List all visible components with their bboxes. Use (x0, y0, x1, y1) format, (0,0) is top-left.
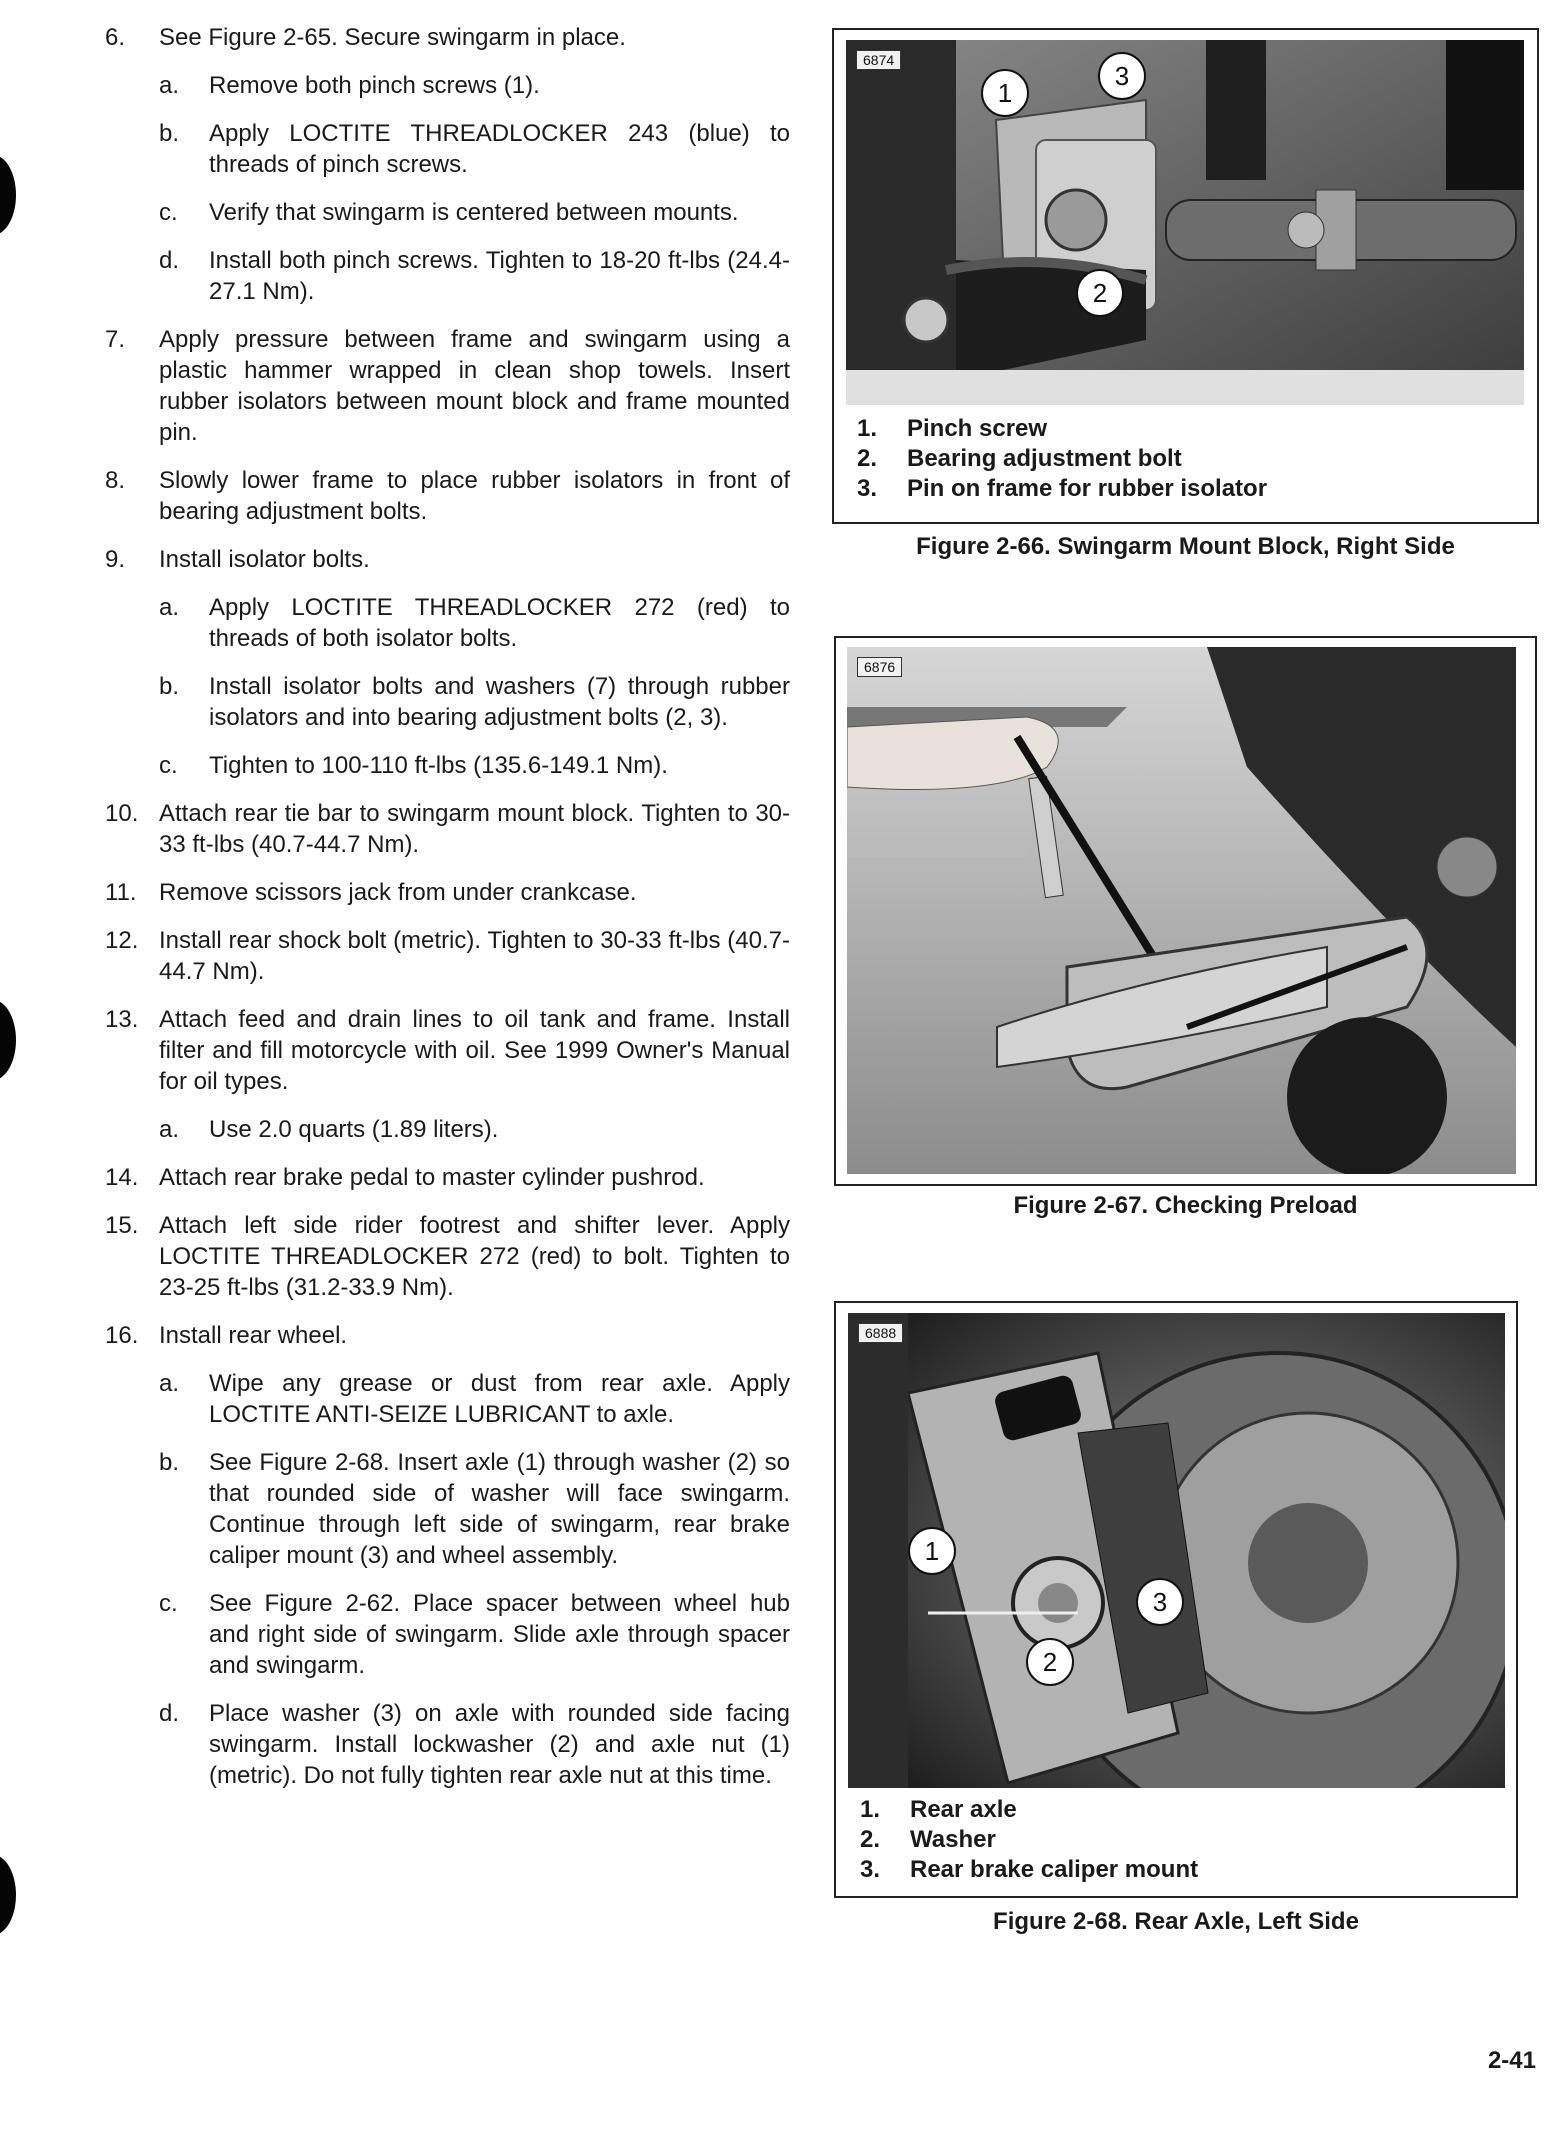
rear-axle-photo (848, 1313, 1505, 1788)
step-text: Install isolator bolts. (159, 546, 370, 573)
step-number: 9. (105, 546, 126, 573)
substep-letter: a. (159, 1370, 180, 1397)
page-number: 2-41 (1487, 2047, 1536, 2074)
callout-1: 1 (908, 1527, 956, 1575)
binder-hole (0, 1855, 16, 1935)
substep-text: Apply LOCTITE THREADLOCKER 272 (red) to threads of both isolator bolts. (209, 594, 790, 652)
step-number: 15. (105, 1212, 139, 1239)
substep-text: Apply LOCTITE THREADLOCKER 243 (blue) to threads of pinch screws. (209, 120, 790, 178)
substep-letter: b. (159, 120, 180, 147)
procedure-substep (105, 118, 790, 180)
legend-text: Bearing adjustment bolt (907, 445, 1182, 472)
legend-number: 3. (860, 1856, 881, 1883)
procedure-step (105, 1210, 790, 1303)
step-text: Attach rear brake pedal to master cylinder pushrod. (159, 1164, 705, 1191)
substep-letter: c. (159, 199, 178, 226)
substep-letter: a. (159, 72, 180, 99)
substep-text: See Figure 2-68. Insert axle (1) through washer (2) so that rounded side of washer will face swingarm. Continue through left side of swingarm, rear brake caliper mount (3) and wheel assembly. (209, 1449, 790, 1569)
figure-2-68-frame (834, 1301, 1518, 1898)
legend-item (860, 1795, 1198, 1825)
substep-text: Use 2.0 quarts (1.89 liters). (209, 1116, 499, 1143)
legend-number: 1. (857, 415, 878, 442)
procedure-substep (105, 1698, 790, 1791)
substep-letter: b. (159, 1449, 180, 1476)
substep-text: Tighten to 100-110 ft-lbs (135.6-149.1 Nm). (209, 752, 668, 779)
procedure-substep (105, 70, 790, 101)
callout-3: 3 (1098, 52, 1146, 100)
substep-letter: b. (159, 673, 180, 700)
photo-id-label: 6874 (856, 50, 901, 70)
step-number: 12. (105, 927, 139, 954)
step-number: 14. (105, 1164, 139, 1191)
step-text: Remove scissors jack from under crankcase. (159, 879, 637, 906)
legend-text: Pinch screw (907, 415, 1048, 442)
figure-2-68-legend (860, 1795, 1198, 1885)
photo-id-label: 6876 (857, 657, 902, 677)
checking-preload-photo (847, 647, 1516, 1174)
legend-text: Pin on frame for rubber isolator (907, 475, 1268, 502)
callout-2: 2 (1076, 269, 1124, 317)
substep-text: Install isolator bolts and washers (7) through rubber isolators and into bearing adjustment bolts (2, 3). (209, 673, 790, 731)
procedure-substep (105, 245, 790, 307)
substep-text: Verify that swingarm is centered between mounts. (209, 199, 739, 226)
step-number: 8. (105, 467, 126, 494)
legend-item (857, 444, 1267, 474)
legend-item (857, 474, 1267, 504)
legend-item (857, 414, 1267, 444)
procedure-substep (105, 1114, 790, 1145)
procedure-step (105, 1004, 790, 1097)
step-number: 16. (105, 1322, 139, 1349)
step-text: Apply pressure between frame and swingarm using a plastic hammer wrapped in clean shop towels. Insert rubber isolators between mount block and frame mounted pin. (159, 326, 790, 446)
procedure-step (105, 324, 790, 448)
substep-letter: d. (159, 247, 180, 274)
procedure-step (105, 544, 790, 575)
step-number: 10. (105, 800, 139, 827)
procedure-step (105, 22, 790, 53)
substep-letter: c. (159, 1590, 178, 1617)
procedure-step (105, 1162, 790, 1193)
step-text: Attach left side rider footrest and shifter lever. Apply LOCTITE THREADLOCKER 272 (red) to bolt. Tighten to 23-25 ft-lbs (31.2-33.9 Nm). (159, 1212, 790, 1301)
substep-letter: a. (159, 1116, 180, 1143)
legend-number: 3. (857, 475, 878, 502)
step-text: Attach feed and drain lines to oil tank and frame. Install filter and fill motorcycle with oil. See 1999 Owner's Manual for oil types. (159, 1006, 790, 1095)
legend-item (860, 1825, 1198, 1855)
substep-text: Place washer (3) on axle with rounded side facing swingarm. Install lockwasher (2) and axle nut (1) (metric). Do not fully tighten rear axle nut at this time. (209, 1700, 790, 1789)
procedure-substep (105, 1447, 790, 1571)
callout-2: 2 (1026, 1638, 1074, 1686)
substep-letter: c. (159, 752, 178, 779)
substep-text: See Figure 2-62. Place spacer between wheel hub and right side of swingarm. Slide axle through spacer and swingarm. (209, 1590, 790, 1679)
legend-item (860, 1855, 1198, 1885)
callout-1: 1 (981, 69, 1029, 117)
step-number: 7. (105, 326, 126, 353)
legend-number: 1. (860, 1796, 881, 1823)
substep-letter: a. (159, 594, 180, 621)
figure-2-67-caption: Figure 2-67. Checking Preload (1013, 1192, 1358, 1219)
figure-2-66-frame (832, 28, 1539, 524)
step-number: 11. (105, 879, 137, 906)
procedure-substep (105, 1588, 790, 1681)
step-text: Install rear wheel. (159, 1322, 348, 1349)
procedure-steps (105, 22, 790, 1808)
substep-text: Wipe any grease or dust from rear axle. Apply LOCTITE ANTI-SEIZE LUBRICANT to axle. (209, 1370, 790, 1428)
figure-2-68-caption: Figure 2-68. Rear Axle, Left Side (993, 1908, 1359, 1935)
step-number: 6. (105, 24, 126, 51)
substep-letter: d. (159, 1700, 180, 1727)
step-text: Slowly lower frame to place rubber isolators in front of bearing adjustment bolts. (159, 467, 790, 525)
procedure-substep (105, 197, 790, 228)
photo-id-label: 6888 (858, 1323, 903, 1343)
legend-text: Rear brake caliper mount (910, 1856, 1199, 1883)
callout-3: 3 (1136, 1578, 1184, 1626)
substep-text: Remove both pinch screws (1). (209, 72, 540, 99)
substep-text: Install both pinch screws. Tighten to 18-20 ft-lbs (24.4-27.1 Nm). (209, 247, 790, 305)
procedure-substep (105, 1368, 790, 1430)
procedure-substep (105, 671, 790, 733)
legend-text: Washer (910, 1826, 996, 1853)
figure-2-66-legend (857, 414, 1267, 504)
procedure-step (105, 1320, 790, 1351)
procedure-substep (105, 750, 790, 781)
binder-hole (0, 155, 16, 235)
legend-text: Rear axle (910, 1796, 1017, 1823)
step-text: See Figure 2-65. Secure swingarm in place. (159, 24, 626, 51)
step-text: Install rear shock bolt (metric). Tighten to 30-33 ft-lbs (40.7-44.7 Nm). (159, 927, 790, 985)
procedure-step (105, 798, 790, 860)
legend-number: 2. (860, 1826, 881, 1853)
procedure-substep (105, 592, 790, 654)
step-number: 13. (105, 1006, 139, 1033)
binder-hole (0, 1000, 16, 1080)
swingarm-mount-block-photo (846, 40, 1524, 405)
figure-2-67-frame (834, 636, 1537, 1186)
legend-number: 2. (857, 445, 878, 472)
procedure-step (105, 877, 790, 908)
procedure-step (105, 465, 790, 527)
step-text: Attach rear tie bar to swingarm mount block. Tighten to 30-33 ft-lbs (40.7-44.7 Nm). (159, 800, 790, 858)
procedure-step (105, 925, 790, 987)
figure-2-66-caption: Figure 2-66. Swingarm Mount Block, Right Side (916, 533, 1455, 560)
